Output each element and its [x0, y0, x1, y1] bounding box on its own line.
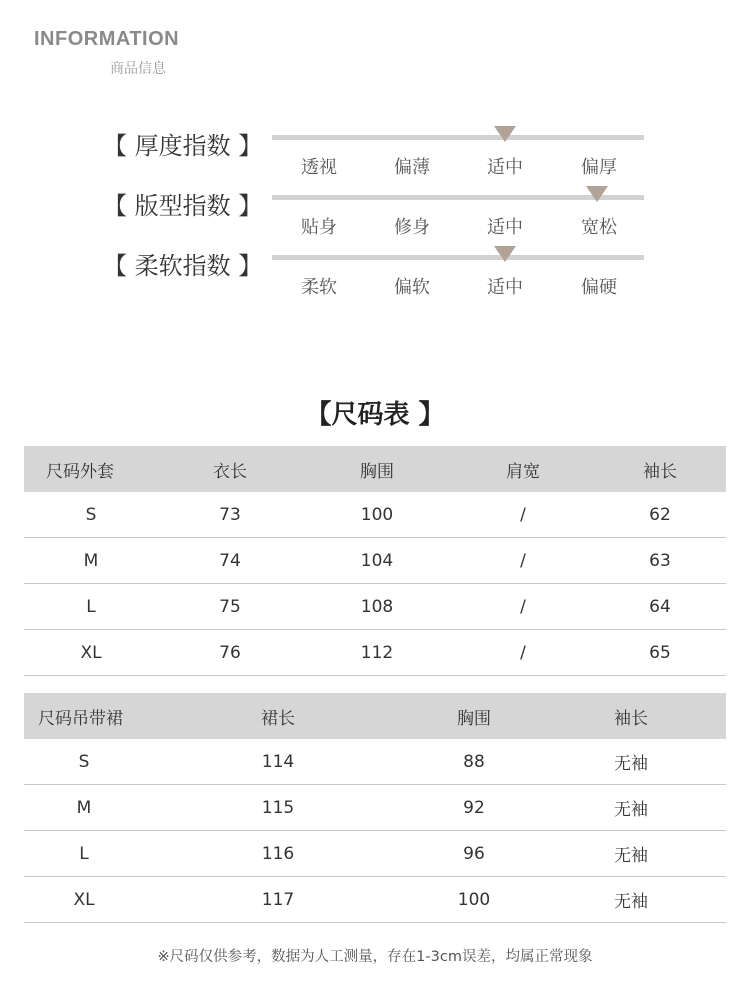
table-cell: / — [452, 584, 594, 630]
table-cell: 115 — [144, 785, 412, 831]
thickness-option: 透视 — [301, 157, 337, 178]
table-cell: 114 — [144, 739, 412, 785]
fit-option: 适中 — [487, 217, 523, 238]
table-header: 胸围 — [302, 446, 452, 492]
table-cell: M — [24, 785, 144, 831]
table-cell: 96 — [412, 831, 536, 877]
table-cell: / — [452, 630, 594, 676]
table-header: 衣长 — [158, 446, 302, 492]
table-cell: 100 — [412, 877, 536, 923]
thickness-option: 适中 — [487, 157, 523, 178]
softness-option: 偏软 — [394, 277, 430, 298]
table-cell: / — [452, 492, 594, 538]
table-cell: L — [24, 831, 144, 877]
fit-option: 贴身 — [301, 217, 337, 238]
table-cell: 117 — [144, 877, 412, 923]
table-cell: M — [24, 538, 158, 584]
softness-index-marker-icon — [494, 246, 516, 262]
table-header-row — [24, 446, 726, 492]
table-cell: 116 — [144, 831, 412, 877]
table-cell: XL — [24, 877, 144, 923]
thickness-index-bar — [272, 135, 644, 140]
thickness-option: 偏厚 — [581, 157, 617, 178]
table-header: 尺码外套 — [24, 446, 158, 492]
table-cell: 无袖 — [536, 877, 726, 923]
table-cell: 112 — [302, 630, 452, 676]
thickness-option: 偏薄 — [394, 157, 430, 178]
table-cell: 63 — [594, 538, 726, 584]
size-chart-title: 【尺码表 】 — [305, 400, 445, 430]
table-row — [24, 831, 726, 877]
softness-index-bar — [272, 255, 644, 260]
fit-option: 宽松 — [581, 217, 617, 238]
table-header: 裙长 — [144, 693, 412, 739]
fit-index — [0, 186, 750, 246]
thickness-index-label: 【 厚度指数 】 — [103, 132, 263, 160]
softness-index — [0, 246, 750, 306]
table-cell: S — [24, 492, 158, 538]
fit-option: 修身 — [394, 217, 430, 238]
table-row — [24, 492, 726, 538]
table-cell: 73 — [158, 492, 302, 538]
table-header: 肩宽 — [452, 446, 594, 492]
table-header: 胸围 — [412, 693, 536, 739]
table-row — [24, 739, 726, 785]
fit-index-marker-icon — [586, 186, 608, 202]
table-cell: 104 — [302, 538, 452, 584]
softness-option: 偏硬 — [581, 277, 617, 298]
table-header: 袖长 — [536, 693, 726, 739]
thickness-index — [0, 126, 750, 186]
table-row — [24, 584, 726, 630]
header-title-cn: 商品信息 — [110, 61, 166, 77]
measurement-note: ※尺码仅供参考，数据为人工测量，存在1-3cm误差，均属正常现象 — [157, 949, 593, 965]
table-cell: 108 — [302, 584, 452, 630]
table-cell: 88 — [412, 739, 536, 785]
table-cell: 75 — [158, 584, 302, 630]
table-cell: 64 — [594, 584, 726, 630]
table-cell: S — [24, 739, 144, 785]
table-cell: 92 — [412, 785, 536, 831]
table-cell: 76 — [158, 630, 302, 676]
softness-option: 柔软 — [301, 277, 337, 298]
table-cell: 无袖 — [536, 739, 726, 785]
table-cell: L — [24, 584, 158, 630]
table-cell: 74 — [158, 538, 302, 584]
table-header: 袖长 — [594, 446, 726, 492]
table-row — [24, 538, 726, 584]
coat-size-table — [24, 446, 726, 676]
table-header: 尺码吊带裙 — [24, 693, 144, 739]
dress-size-table — [24, 693, 726, 923]
softness-index-label: 【 柔软指数 】 — [103, 252, 263, 280]
thickness-index-marker-icon — [494, 126, 516, 142]
fit-index-label: 【 版型指数 】 — [103, 192, 263, 220]
table-row — [24, 877, 726, 923]
table-header-row — [24, 693, 726, 739]
table-cell: 65 — [594, 630, 726, 676]
header-title-en: INFORMATION — [34, 28, 180, 50]
table-cell: XL — [24, 630, 158, 676]
softness-option: 适中 — [487, 277, 523, 298]
table-cell: / — [452, 538, 594, 584]
table-cell: 100 — [302, 492, 452, 538]
table-cell: 无袖 — [536, 785, 726, 831]
table-row — [24, 785, 726, 831]
table-cell: 无袖 — [536, 831, 726, 877]
table-cell: 62 — [594, 492, 726, 538]
table-row — [24, 630, 726, 676]
